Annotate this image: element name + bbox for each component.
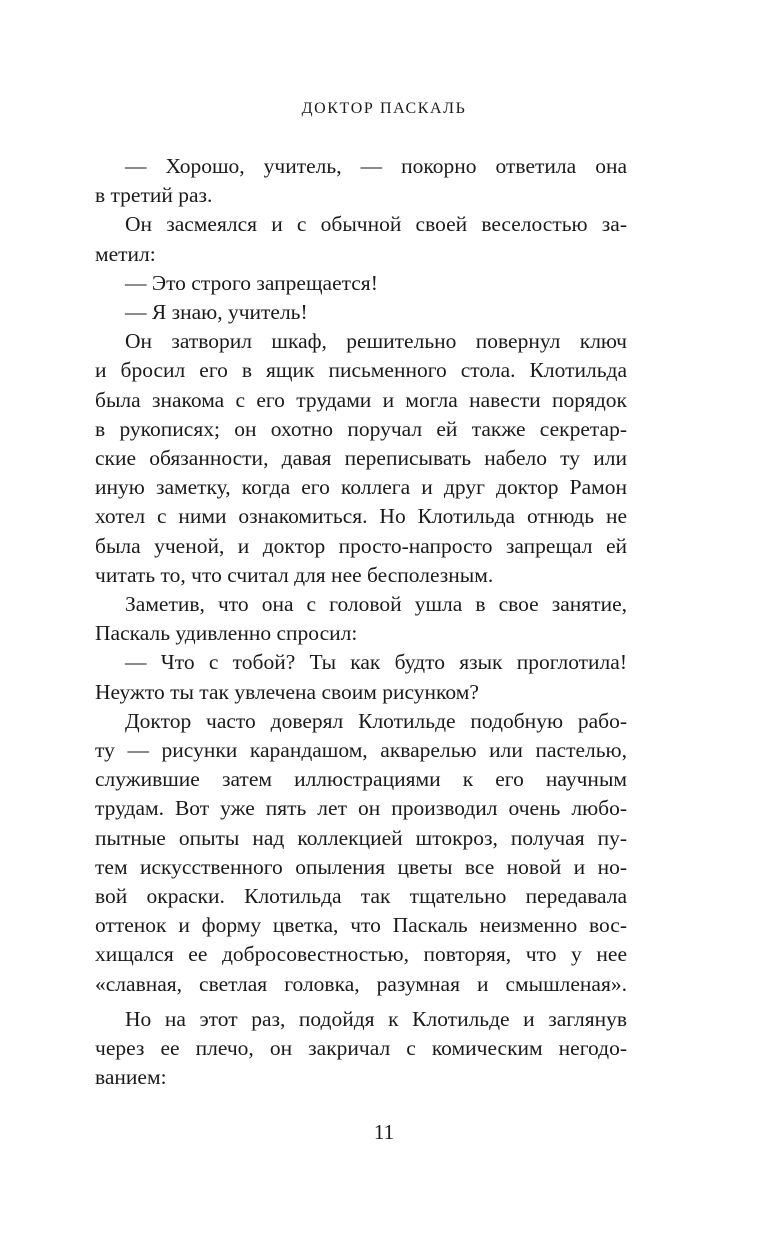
text-line: Заметив, что она с головой ушла в свое занятие,	[125, 592, 627, 617]
text-line: Доктор часто доверял Клотильде подобную рабо-	[125, 708, 627, 733]
text-line: через ее плечо, он закричал с комическим негодо-	[95, 1036, 627, 1061]
text-line: — Это строго запрещается!	[125, 270, 378, 295]
text-line: ванием:	[95, 1065, 167, 1090]
text-line: хищался ее добросовестностью, повторяя, что у нее	[95, 942, 627, 967]
text-line: ские обязанности, давая переписывать набело ту или	[95, 446, 627, 471]
text-line: была знакома с его трудами и могла навести порядок	[95, 387, 627, 412]
text-line: в третий раз.	[95, 183, 213, 208]
text-line: служившие затем иллюстрациями к его научным	[95, 767, 627, 792]
text-line: — Я знаю, учитель!	[125, 300, 308, 325]
text-line: трудам. Вот уже пять лет он производил очень любо-	[95, 796, 627, 821]
text-line: Паскаль удивленно спросил:	[95, 621, 358, 646]
text-line: — Хорошо, учитель, — покорно ответила она	[125, 154, 627, 178]
running-head: ДОКТОР ПАСКАЛЬ	[301, 100, 467, 117]
text-line: в рукописях; он охотно поручал ей также секретар-	[95, 416, 627, 441]
text-line: Но на этот раз, подойдя к Клотильде и заглянув	[125, 1006, 627, 1031]
text-line: — Что с тобой? Ты как будто язык проглотила!	[125, 650, 627, 675]
text-line: вой окраски. Клотильда так тщательно передавала	[95, 884, 627, 909]
text-line: Он затворил шкаф, решительно повернул ключ	[125, 329, 627, 354]
text-line: была ученой, и доктор просто-напросто запрещал ей	[95, 533, 627, 558]
text-line: ту — рисунки карандашом, акварелью или пастелью,	[95, 738, 627, 763]
page-number: 11	[373, 1120, 395, 1144]
text-line: иную заметку, когда его коллега и друг доктор Рамон	[95, 475, 627, 500]
body-text	[95, 152, 627, 1093]
text-line: «славная, светлая головка, разумная и смышленая».	[95, 971, 627, 996]
text-line: тем искусственного опыления цветы все новой и но-	[95, 854, 627, 879]
text-line: и бросил его в ящик письменного стола. Клотильда	[95, 358, 627, 383]
text-line: читать то, что считал для нее бесполезным.	[95, 562, 494, 587]
text-line: метил:	[95, 241, 156, 266]
text-line: оттенок и форму цветка, что Паскаль неизменно вос-	[95, 913, 627, 938]
text-line: пытные опыты над коллекцией штокроз, получая пу-	[95, 825, 627, 850]
text-line: хотел с ними ознакомиться. Но Клотильда отнюдь не	[95, 504, 627, 529]
text-line: Он засмеялся и с обычной своей веселостью за-	[125, 212, 627, 237]
text-line: Неужто ты так увлечена своим рисунком?	[95, 679, 479, 704]
